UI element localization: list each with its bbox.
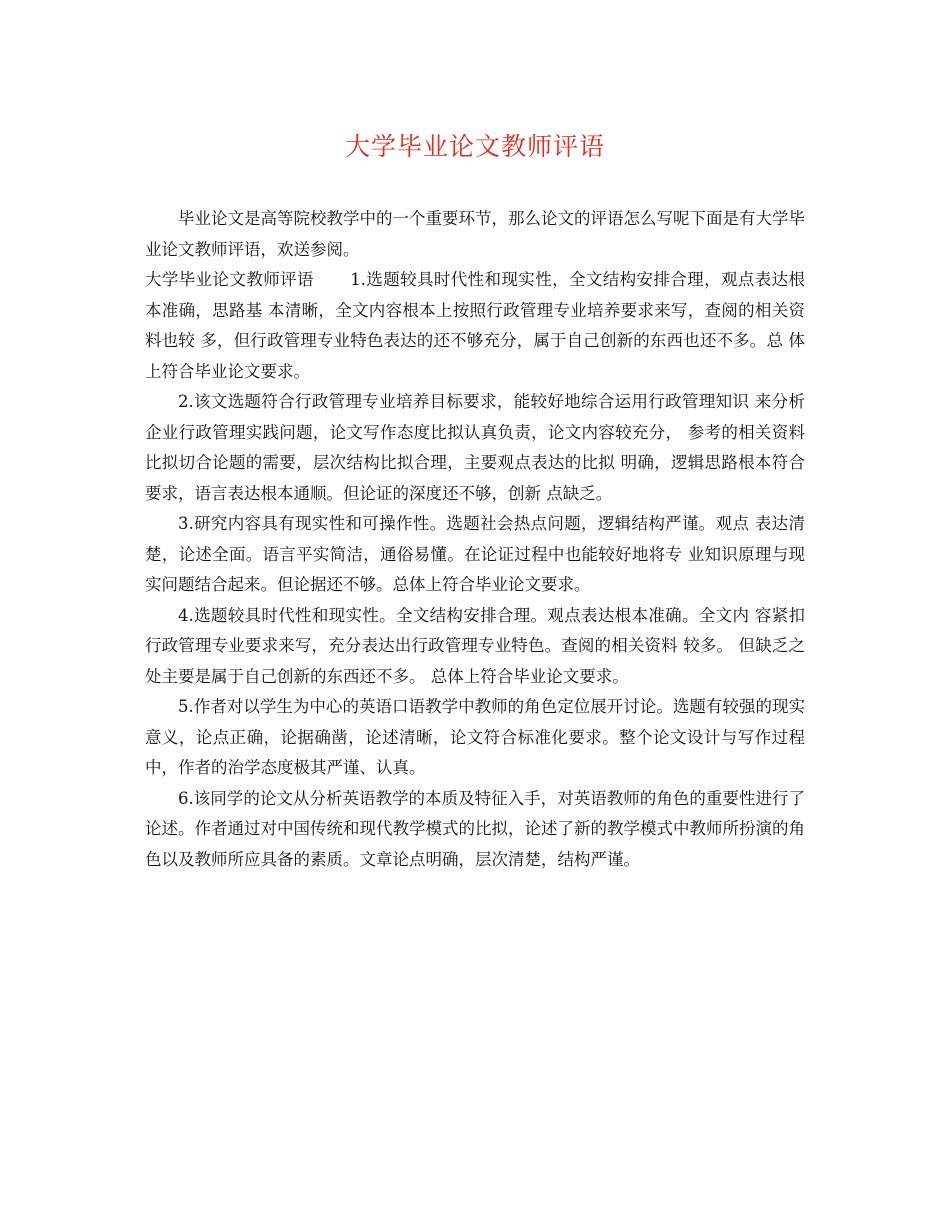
section-heading: 大学毕业论文教师评语 <box>145 270 314 289</box>
comment-text-1: 1.选题较具时代性和现实性，全文结构安排合理，观点表达根本准确，思路基 本清晰，全文内容根本上按照行政管理专业培养要求来写，查阅的相关资料也较 多，但行政管理专业特色表达的还不够充分，属于自己创新的东西也还不多。总 体上符合毕业论文要求。 <box>145 270 806 381</box>
document-body <box>145 204 805 875</box>
comment-paragraph-3: 3.研究内容具有现实性和可操作性。选题社会热点问题，逻辑结构严谨。观点 表达清楚，论述全面。语言平实简洁，通俗易懂。在论证过程中也能较好地将专 业知识原理与现实问题结合起来。但论据还不够。总体上符合毕业论文要求。 <box>145 514 805 594</box>
document-title: 大学毕业论文教师评语 <box>344 132 605 161</box>
comment-paragraph-5: 5.作者对以学生为中心的英语口语教学中教师的角色定位展开讨论。选题有较强的现实意义，论点正确，论据确凿，论述清晰，论文符合标准化要求。整个论文设计与写作过程中，作者的治学态度极其严谨、认真。 <box>145 697 805 777</box>
comment-paragraph-1 <box>145 265 805 387</box>
intro-paragraph: 毕业论文是高等院校教学中的一个重要环节，那么论文的评语怎么写呢下面是有大学毕业论文教师评语，欢送参阅。 <box>145 209 805 259</box>
comment-paragraph-4: 4.选题较具时代性和现实性。全文结构安排合理。观点表达根本准确。全文内 容紧扣行政管理专业要求来写，充分表达出行政管理专业特色。查阅的相关资料 较多。 但缺乏之处主要是属于自己创新的东西还不多。 总体上符合毕业论文要求。 <box>145 605 805 686</box>
comment-paragraph-2: 2.该文选题符合行政管理专业培养目标要求，能较好地综合运用行政管理知识 来分析企业行政管理实践问题，论文写作态度比拟认真负责，论文内容较充分， 参考的相关资料比拟切合论题的需要，层次结构比拟合理，主要观点表达的比拟 明确，逻辑思路根本符合要求，语言表达根本通顺。但论证的深度还不够，创新 点缺乏。 <box>145 392 805 503</box>
comment-paragraph-6: 6.该同学的论文从分析英语教学的本质及特征入手，对英语教师的角色的重要性进行了论述。作者通过对中国传统和现代教学模式的比拟，论述了新的教学模式中教师所扮演的角色以及教师所应具备的素质。文章论点明确，层次清楚，结构严谨。 <box>145 788 805 869</box>
